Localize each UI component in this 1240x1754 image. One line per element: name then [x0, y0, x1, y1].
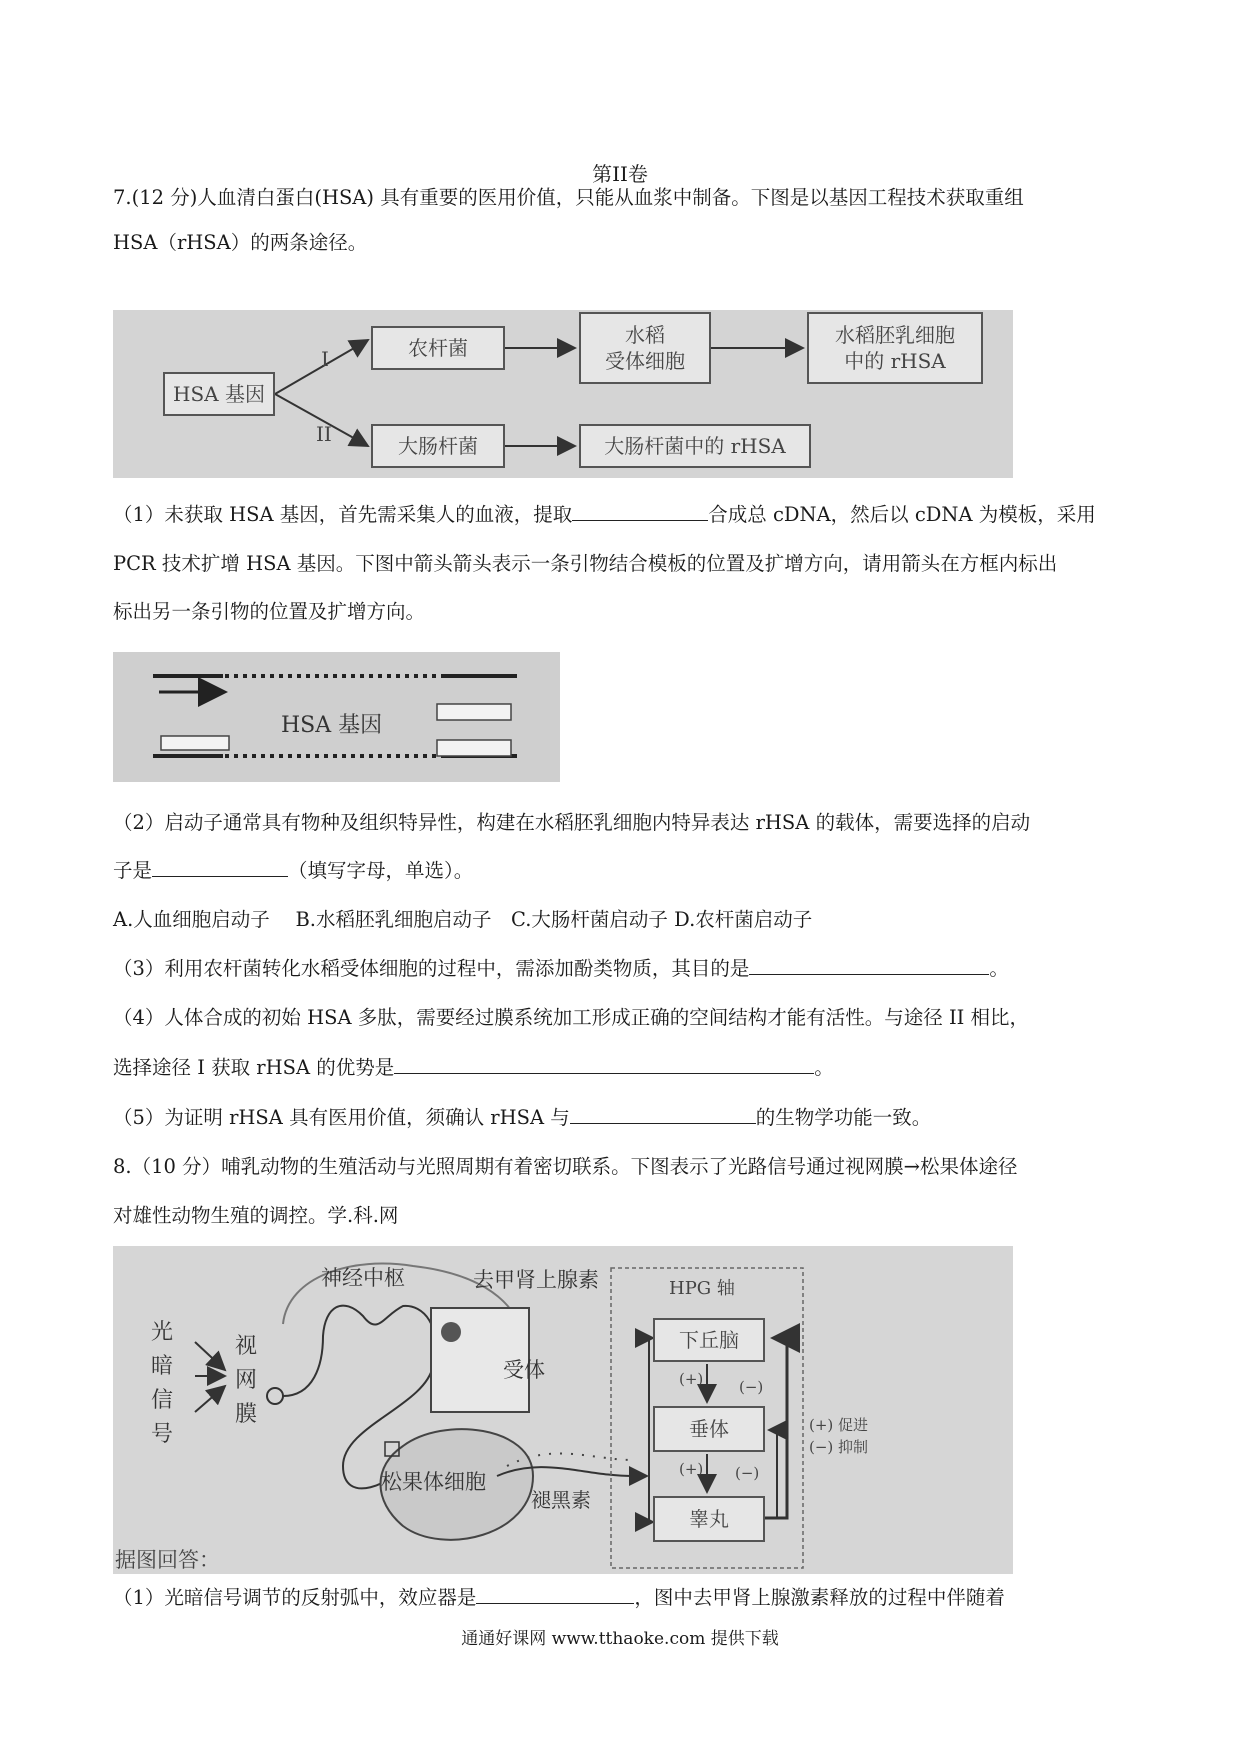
q7-p3-text-a: （3）利用农杆菌转化水稻受体细胞的过程中，需添加酚类物质，其目的是 [113, 957, 750, 980]
rice-cell-line-1: 水稻 [625, 323, 665, 347]
retina-char-1: 视 [235, 1334, 258, 1359]
light-signal-char-2: 暗 [151, 1354, 174, 1379]
light-signal-label [151, 1316, 175, 1452]
testis-box: 睾丸 [653, 1496, 765, 1542]
path-label-i: I [321, 347, 329, 371]
q7-p5-answer-blank[interactable] [570, 1105, 756, 1124]
rice-cell-line-2: 受体细胞 [605, 349, 685, 373]
q7-p1-answer-blank[interactable] [572, 502, 708, 521]
q7-options: A.人血细胞启动子 B.水稻胚乳细胞启动子 C.大肠杆菌启动子 D.农杆菌启动子 [113, 908, 813, 931]
q7-p4-line-1: （4）人体合成的初始 HSA 多肽，需要经过膜系统加工形成正确的空间结构才能有活性。与途径 II 相比， [113, 1006, 1030, 1029]
q8-p1-answer-blank[interactable] [476, 1585, 634, 1604]
q8-p1-text-a: （1）光暗信号调节的反射弧中，效应器是 [113, 1586, 477, 1609]
hsa-gene-label: HSA 基因 [281, 713, 383, 738]
q7-p2-answer-blank[interactable] [152, 858, 288, 877]
q8-p1-text-b: ，图中去甲肾上腺激素释放的过程中伴随着 [634, 1586, 1005, 1609]
q7-p3-line [113, 954, 1133, 984]
q7-line-1: 7.(12 分)人血清白蛋白(HSA) 具有重要的医用价值，只能从血浆中制备。下图是以基因工程技术获取重组 [113, 186, 1024, 209]
minus-sign-1: (−) [739, 1378, 764, 1396]
receptor-label: 受体 [503, 1358, 545, 1382]
q8-line-2: 对雄性动物生殖的调控。学.科.网 [113, 1204, 399, 1227]
q7-p5-text-a: （5）为证明 rHSA 具有医用价值，须确认 rHSA 与 [113, 1106, 570, 1129]
retina-label [235, 1330, 259, 1432]
q7-p4-answer-blank[interactable] [394, 1055, 814, 1074]
pituitary-box: 垂体 [653, 1406, 765, 1452]
q7-line-2: HSA（rHSA）的两条途径。 [113, 231, 368, 254]
melatonin-label: 褪黑素 [531, 1488, 591, 1512]
section-title: 第II卷 [592, 162, 648, 186]
hsa-pathway-figure [113, 310, 1013, 478]
rice-recipient-cell-box [579, 312, 711, 384]
minus-sign-2: (−) [735, 1464, 760, 1482]
endosperm-line-1: 水稻胚乳细胞 [835, 323, 955, 347]
hypothalamus-box: 下丘脑 [653, 1318, 765, 1362]
noradrenaline-label: 去甲肾上腺素 [473, 1268, 599, 1292]
q7-p2-text-b: 子是 [113, 859, 153, 882]
q7-p1-text-b: 合成总 cDNA，然后以 cDNA 为模板，采用 [708, 503, 1096, 526]
q7-p2-line-2 [113, 856, 1133, 886]
endosperm-rhsa-box [807, 312, 983, 384]
q7-p1-line-2: PCR 技术扩增 HSA 基因。下图中箭头箭头表示一条引物结合模板的位置及扩增方向，请用箭头在方框内标出 [113, 552, 1058, 575]
primer-figure [113, 652, 560, 782]
q7-p1-text-a: （1）未获取 HSA 基因，首先需采集人的血液，提取 [113, 503, 573, 526]
q7-p5-line [113, 1103, 1133, 1133]
q7-p3-answer-blank[interactable] [749, 956, 989, 975]
q7-p1-line-1 [113, 500, 1133, 530]
pineal-cell-label: 松果体细胞 [381, 1470, 486, 1494]
q8-p1-line [113, 1583, 1133, 1613]
ecoli-rhsa-box: 大肠杆菌中的 rHSA [579, 424, 811, 468]
q7-p2-line-1: （2）启动子通常具有物种及组织特异性，构建在水稻胚乳细胞内特异表达 rHSA 的载体，需要选择的启动 [113, 811, 1031, 834]
retina-char-2: 网 [235, 1368, 258, 1393]
hpg-axis-label: HPG 轴 [669, 1278, 735, 1299]
hsa-gene-box: HSA 基因 [163, 372, 275, 416]
q7-p4-text-c: 。 [814, 1056, 834, 1079]
q7-p4-text-b: 选择途径 I 获取 rHSA 的优势是 [113, 1056, 395, 1079]
ecoli-box: 大肠杆菌 [371, 424, 505, 468]
legend-inhibit: (−) 抑制 [809, 1438, 869, 1456]
light-signal-char-3: 信 [151, 1388, 174, 1413]
q8-line-1: 8.（10 分）哺乳动物的生殖活动与光照周期有着密切联系。下图表示了光路信号通过视网膜→松果体途径 [113, 1155, 1018, 1178]
answer-prompt: 据图回答： [115, 1548, 220, 1572]
endosperm-line-2: 中的 rHSA [844, 349, 946, 373]
light-pathway-figure [113, 1246, 1013, 1574]
light-signal-char-4: 号 [151, 1422, 174, 1447]
plus-sign-1: (+) [679, 1370, 704, 1388]
path-label-ii: II [316, 422, 332, 446]
nerve-center-label: 神经中枢 [321, 1266, 405, 1290]
q7-p2-text-c: （填写字母，单选）。 [288, 859, 474, 882]
q7-p5-text-b: 的生物学功能一致。 [755, 1106, 932, 1129]
retina-char-3: 膜 [235, 1402, 258, 1427]
page-footer: 通通好课网 www.tthaoke.com 提供下载 [461, 1629, 779, 1649]
q7-p1-line-3: 标出另一条引物的位置及扩增方向。 [113, 600, 426, 623]
q7-p3-text-b: 。 [989, 957, 1009, 980]
legend-promote: (+) 促进 [809, 1416, 869, 1434]
q7-p4-line-2 [113, 1053, 1133, 1083]
agrobacterium-box: 农杆菌 [371, 326, 505, 370]
light-signal-char-1: 光 [151, 1320, 174, 1345]
plus-sign-2: (+) [679, 1460, 704, 1478]
